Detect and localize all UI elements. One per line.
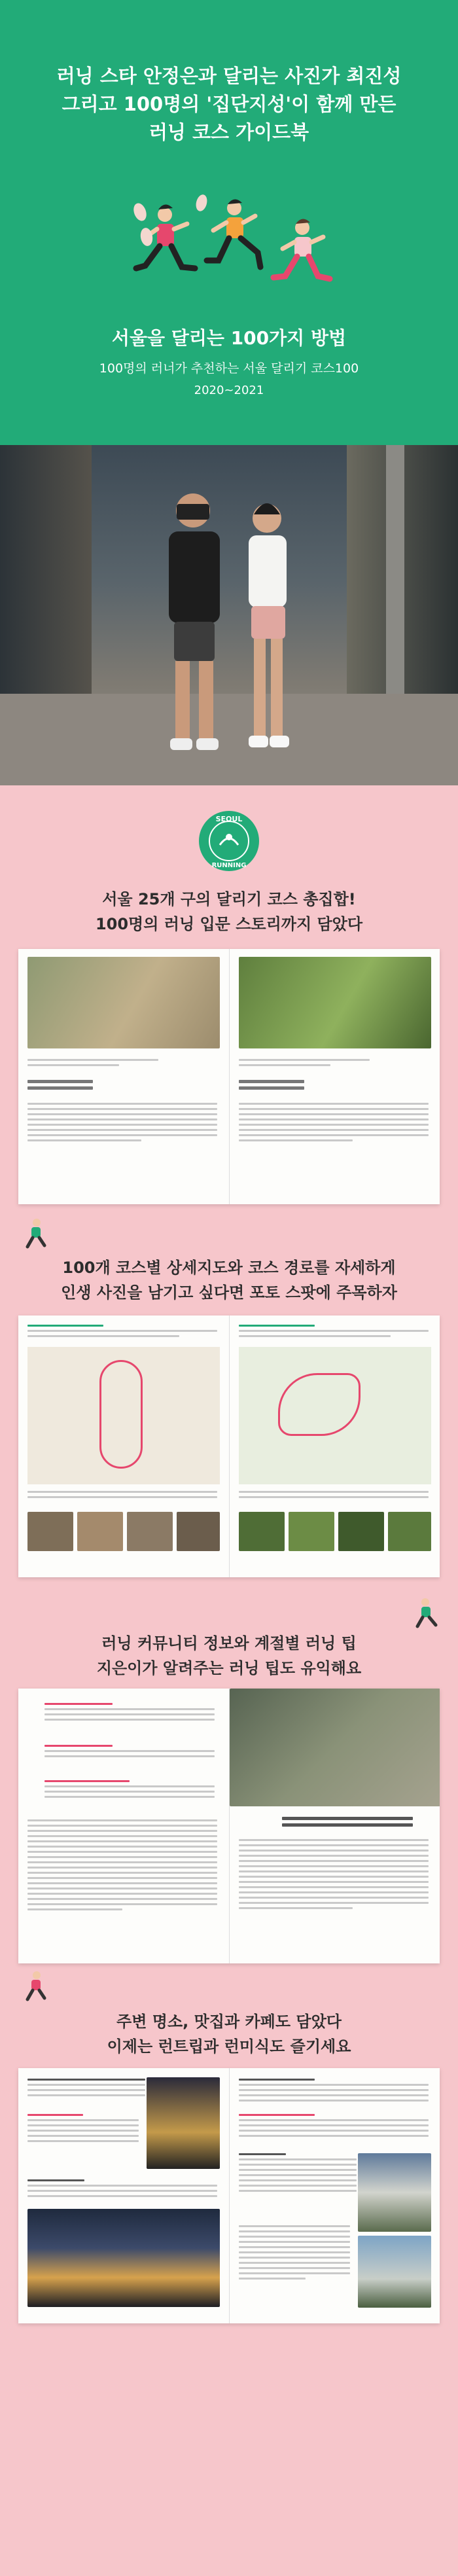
badge-bottom-text: RUNNING xyxy=(211,862,247,869)
spread-4-left-page xyxy=(18,2068,229,2323)
intro-text xyxy=(0,62,458,147)
section-1-line-1: 서울 25개 구의 달리기 코스 총집합! xyxy=(102,890,356,908)
intro-line-2: 그리고 100명의 '집단지성'이 함께 만든 xyxy=(62,93,396,115)
runner-icon xyxy=(20,1217,50,1250)
book-years: 2020~2021 xyxy=(194,384,264,397)
spread-2-right-page xyxy=(229,1315,440,1577)
intro-line-1: 러닝 스타 안정은과 달리는 사진가 최진성 xyxy=(56,65,402,87)
section-3-line-2: 지은이가 알려주는 러닝 팁도 유익해요 xyxy=(96,1659,362,1677)
runner-icon-3 xyxy=(20,1970,50,2003)
spread-map-pages xyxy=(18,1315,440,1577)
attraction-photo xyxy=(358,2236,431,2308)
hero-banner xyxy=(0,0,458,445)
spread-2-left-page xyxy=(18,1315,229,1577)
section-2-line-1: 100개 코스별 상세지도와 코스 경로를 자세하게 xyxy=(62,1259,396,1277)
night-city-photo xyxy=(27,2209,220,2307)
section-4-heading xyxy=(0,2009,458,2059)
course-photo-wall xyxy=(27,957,220,1048)
runner-middle-icon xyxy=(207,199,260,267)
course-map xyxy=(27,1347,220,1484)
section-3-heading xyxy=(0,1631,458,1681)
spread-3-left-page xyxy=(18,1689,229,1963)
runner-woman-figure xyxy=(249,503,289,747)
spread-4-right-page xyxy=(229,2068,440,2323)
runner-icon-2 xyxy=(412,1597,442,1630)
section-3-line-1: 러닝 커뮤니티 정보와 계절별 러닝 팁 xyxy=(101,1634,357,1653)
runners-photo-figures xyxy=(131,471,327,772)
section-2-heading xyxy=(0,1255,458,1305)
intro-line-3: 러닝 코스 가이드북 xyxy=(149,121,309,143)
section-1-heading xyxy=(0,887,458,937)
runners-illustration xyxy=(124,190,340,295)
section-4-line-1: 주변 명소, 맛집과 카페도 담았다 xyxy=(116,2012,342,2031)
spread-places-pages xyxy=(18,2068,440,2323)
spread-course-pages xyxy=(18,949,440,1204)
spread-3-right-page xyxy=(229,1689,440,1963)
runner-right-icon xyxy=(273,219,330,279)
runners-group-photo xyxy=(230,1689,440,1806)
photographer-figure xyxy=(169,493,220,750)
spread-1-left-page xyxy=(18,949,229,1204)
hero-photo xyxy=(0,445,458,785)
badge-top-text: SEOUL xyxy=(215,815,243,823)
section-2-line-2: 인생 사진을 남기고 싶다면 포토 스팟에 주목하자 xyxy=(61,1283,397,1302)
seoul-running-badge-icon xyxy=(196,808,262,874)
camera-icon xyxy=(177,504,209,520)
course-map-2 xyxy=(239,1347,431,1484)
section-4-line-2: 이제는 런트립과 런미식도 즐기세요 xyxy=(107,2037,351,2056)
spread-tips-pages xyxy=(18,1689,440,1963)
section-1-line-2: 100명의 러닝 입문 스토리까지 담았다 xyxy=(95,915,363,933)
spread-1-right-page xyxy=(229,949,440,1204)
cafe-building-photo xyxy=(358,2153,431,2232)
night-landmark-photo xyxy=(147,2077,220,2169)
course-photo-forest xyxy=(239,957,431,1048)
book-title: 서울을 달리는 100가지 방법 xyxy=(111,327,347,349)
book-subtitle: 100명의 러너가 추천하는 서울 달리기 코스100 xyxy=(99,361,359,376)
